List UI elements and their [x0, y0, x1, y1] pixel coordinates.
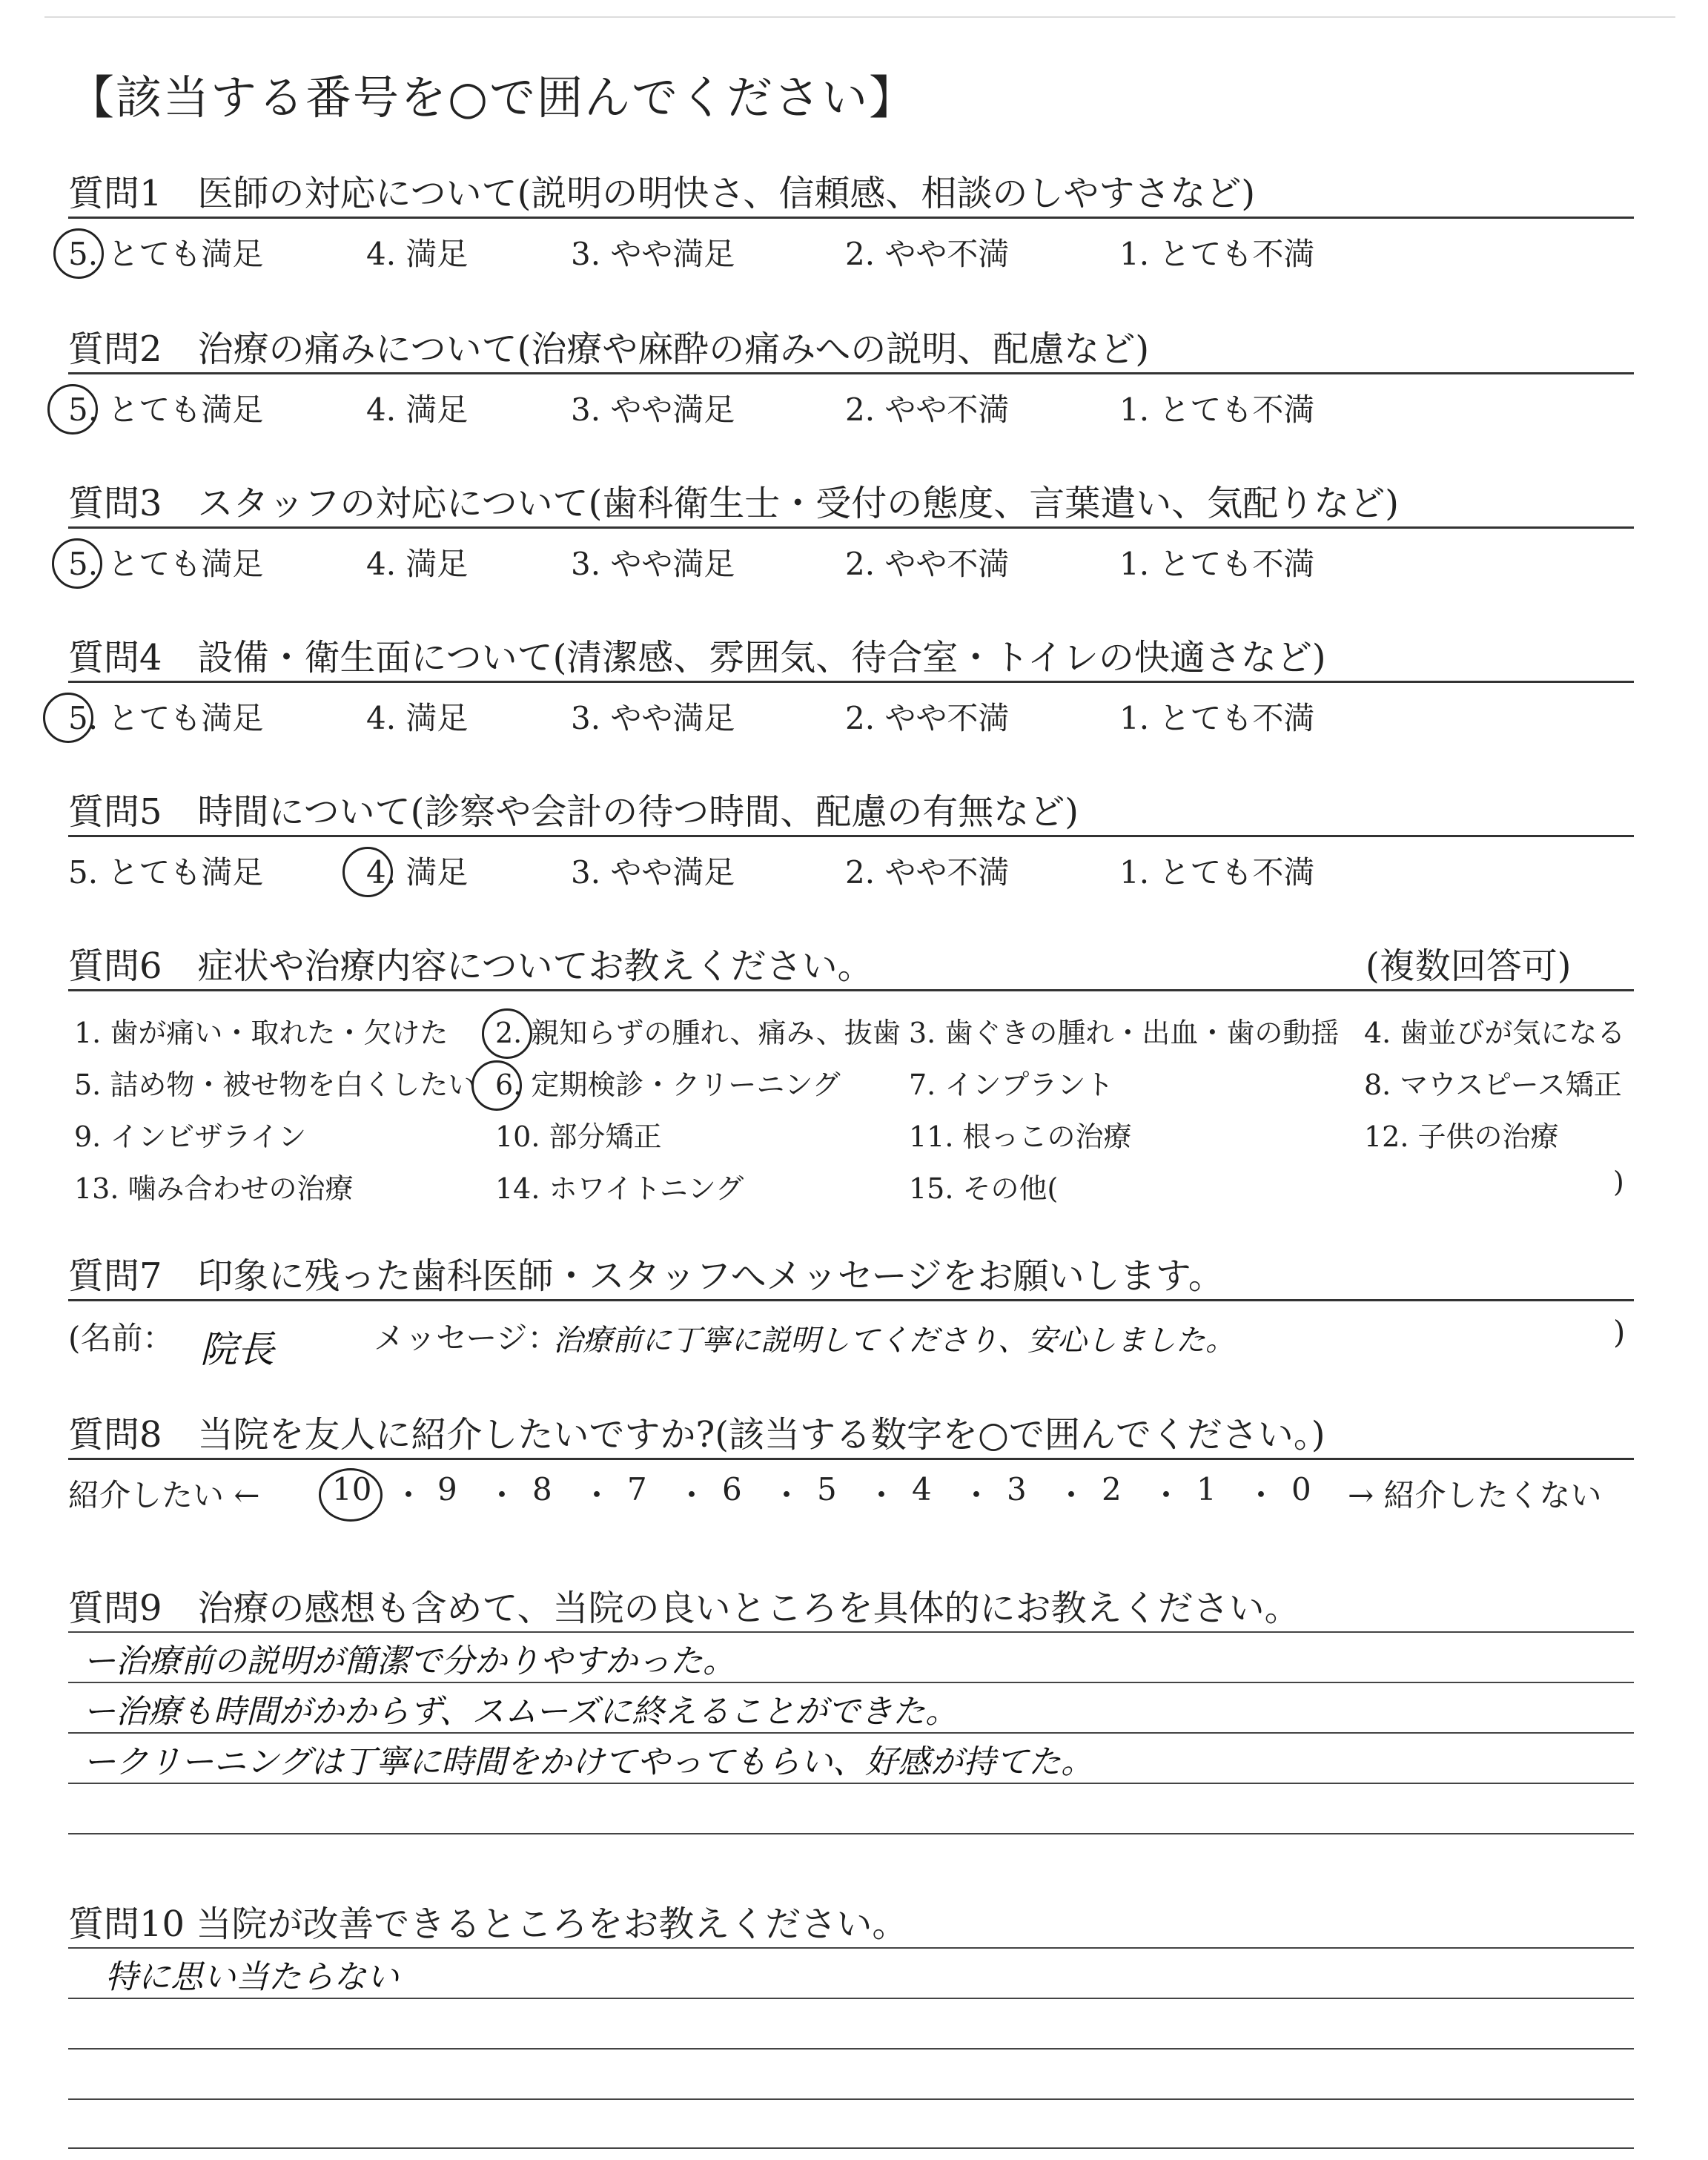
q10-answer[interactable]: 特に思い当たらない	[105, 1958, 399, 1996]
q2-option-2[interactable]: 2. やや不満	[845, 392, 1010, 428]
q9-answer-3[interactable]: ークリーニングは丁寧に時間をかけてやってもらい、好感が持てた。	[83, 1743, 1094, 1781]
q3-option-4[interactable]: 4. 満足	[366, 546, 469, 582]
q8-number-10[interactable]: 10	[332, 1471, 372, 1507]
q3-rule	[68, 526, 1634, 529]
q4-option-5[interactable]: 5. とても満足	[68, 700, 264, 736]
q5-option-1[interactable]: 1. とても不満	[1119, 854, 1315, 891]
q7-message-value[interactable]: 治療前に丁寧に説明してくださり、安心しました。	[553, 1324, 1235, 1358]
q4-label: 質問4 設備・衛生面について(清潔感、雰囲気、待合室・トイレの快適さなど)	[68, 637, 1326, 678]
q9-answer-2[interactable]: ー治療も時間がかからず、スムーズに終えることができた。	[83, 1693, 959, 1731]
q2-rule	[68, 372, 1634, 374]
q3-option-5[interactable]: 5. とても満足	[68, 546, 264, 582]
page-title: 【該当する番号を○で囲んでください】	[68, 70, 917, 125]
q1-selection-circle	[53, 228, 104, 279]
q7-message-label: メッセージ：	[374, 1320, 559, 1356]
q1-option-3[interactable]: 3. やや満足	[571, 236, 735, 272]
q7-name-value[interactable]: 院長	[200, 1328, 274, 1371]
q9-line-1	[68, 1631, 1634, 1633]
q8-sep: ・	[1245, 1477, 1277, 1513]
q6-item-10[interactable]: 10. 部分矯正	[495, 1120, 662, 1153]
q8-number-5[interactable]: 5	[817, 1471, 837, 1507]
q4-option-4[interactable]: 4. 満足	[366, 700, 469, 736]
q10-line-5	[68, 2147, 1634, 2149]
q5-selection-circle	[342, 847, 393, 897]
q1-option-4[interactable]: 4. 満足	[366, 236, 469, 272]
q7-rule	[68, 1299, 1634, 1301]
q1-option-5[interactable]: 5. とても満足	[68, 236, 264, 272]
q1-option-1[interactable]: 1. とても不満	[1119, 236, 1315, 272]
q6-item-4[interactable]: 4. 歯並びが気になる	[1364, 1017, 1626, 1049]
q2-selection-circle	[47, 384, 98, 435]
q8-rule	[68, 1458, 1634, 1460]
q5-label: 質問5 時間について(診察や会計の待つ時間、配慮の有無など)	[68, 791, 1079, 833]
q4-rule	[68, 681, 1634, 683]
q9-line-3	[68, 1732, 1634, 1734]
q2-label: 質問2 治療の痛みについて(治療や麻酔の痛みへの説明、配慮など)	[68, 328, 1150, 370]
q2-option-1[interactable]: 1. とても不満	[1119, 392, 1315, 428]
q8-number-2[interactable]: 2	[1102, 1471, 1122, 1507]
q10-line-3	[68, 2048, 1634, 2050]
q9-answer-1[interactable]: ー治療前の説明が簡潔で分かりやすかった。	[83, 1642, 735, 1680]
q6-item-14[interactable]: 14. ホワイトニング	[495, 1172, 744, 1205]
q5-option-2[interactable]: 2. やや不満	[845, 854, 1010, 891]
q1-rule	[68, 217, 1634, 219]
q2-option-4[interactable]: 4. 満足	[366, 392, 469, 428]
q7-label: 質問7 印象に残った歯科医師・スタッフへメッセージをお願いします。	[68, 1255, 1224, 1297]
q10-line-1	[68, 1947, 1634, 1949]
q6-item-2[interactable]: 2. 親知らずの腫れ、痛み、抜歯	[495, 1017, 901, 1049]
q6-item-1[interactable]: 1. 歯が痛い・取れた・欠けた	[74, 1017, 448, 1049]
q6-item-11[interactable]: 11. 根っこの治療	[909, 1120, 1132, 1153]
q6-item-6[interactable]: 6. 定期検診・クリーニング	[495, 1069, 841, 1101]
q6-item-5[interactable]: 5. 詰め物・被せ物を白くしたい	[74, 1069, 477, 1101]
q3-option-1[interactable]: 1. とても不満	[1119, 546, 1315, 582]
q8-right-label: → 紹介したくない	[1348, 1477, 1602, 1513]
q10-label: 質問10 当院が改善できるところをお教えください。	[68, 1903, 908, 1945]
q8-number-1[interactable]: 1	[1196, 1471, 1217, 1507]
q10-line-4	[68, 2098, 1634, 2100]
q8-left-label: 紹介したい ←	[68, 1477, 260, 1513]
q8-number-9[interactable]: 9	[437, 1471, 457, 1507]
q6-item-8[interactable]: 8. マウスピース矯正	[1364, 1069, 1622, 1101]
scan-edge	[44, 16, 1675, 18]
q9-label: 質問9 治療の感想も含めて、当院の良いところを具体的にお教えください。	[68, 1588, 1300, 1629]
q7-close: )	[1613, 1314, 1626, 1350]
q8-number-6[interactable]: 6	[722, 1471, 742, 1507]
q6-item-13[interactable]: 13. 噛み合わせの治療	[74, 1172, 354, 1205]
q8-number-8[interactable]: 8	[532, 1471, 552, 1507]
q6-label: 質問6 症状や治療内容についてお教えください。	[68, 945, 873, 987]
q6-selection-circle-2	[482, 1008, 532, 1059]
q5-option-3[interactable]: 3. やや満足	[571, 854, 735, 891]
q5-rule	[68, 835, 1634, 837]
q6-item-7[interactable]: 7. インプラント	[909, 1069, 1114, 1101]
q3-label: 質問3 スタッフの対応について(歯科衛生士・受付の態度、言葉遣い、気配りなど)	[68, 483, 1400, 524]
q4-option-3[interactable]: 3. やや満足	[571, 700, 735, 736]
q9-line-2	[68, 1682, 1634, 1683]
q9-line-5	[68, 1833, 1634, 1834]
q5-option-5[interactable]: 5. とても満足	[68, 854, 264, 891]
q8-sep: ・	[866, 1477, 898, 1513]
q8-selection-circle	[319, 1468, 383, 1522]
q6-selection-circle-6	[471, 1060, 522, 1111]
q8-number-3[interactable]: 3	[1007, 1471, 1027, 1507]
q4-selection-circle	[43, 693, 93, 743]
q7-name-label: (名前：	[68, 1320, 174, 1356]
q8-sep: ・	[393, 1477, 425, 1513]
q1-option-2[interactable]: 2. やや不満	[845, 236, 1010, 272]
q6-item-9[interactable]: 9. インビザライン	[74, 1120, 307, 1153]
q6-item-12[interactable]: 12. 子供の治療	[1364, 1120, 1559, 1153]
q8-sep: ・	[486, 1477, 518, 1513]
q8-sep: ・	[771, 1477, 803, 1513]
q6-item-3[interactable]: 3. 歯ぐきの腫れ・出血・歯の動揺	[909, 1017, 1340, 1049]
q4-option-1[interactable]: 1. とても不満	[1119, 700, 1315, 736]
q8-sep: ・	[1151, 1477, 1182, 1513]
q6-item-15[interactable]: 15. その他(	[909, 1172, 1059, 1205]
q1-label: 質問1 医師の対応について(説明の明快さ、信頼感、相談のしやすさなど)	[68, 173, 1256, 214]
q8-number-4[interactable]: 4	[912, 1471, 932, 1507]
q3-option-2[interactable]: 2. やや不満	[845, 546, 1010, 582]
q5-option-4[interactable]: 4. 満足	[366, 854, 469, 891]
q8-number-7[interactable]: 7	[627, 1471, 647, 1507]
q8-sep: ・	[1056, 1477, 1088, 1513]
q8-sep: ・	[676, 1477, 708, 1513]
q10-line-2	[68, 1998, 1634, 1999]
q6-item-15-close: )	[1613, 1166, 1624, 1198]
q8-sep: ・	[961, 1477, 993, 1513]
q8-label: 質問8 当院を友人に紹介したいですか?(該当する数字を○で囲んでください。)	[68, 1414, 1325, 1456]
q9-line-4	[68, 1783, 1634, 1784]
q3-option-3[interactable]: 3. やや満足	[571, 546, 735, 582]
q8-number-0[interactable]: 0	[1291, 1471, 1311, 1507]
q8-sep: ・	[581, 1477, 613, 1513]
q6-note: (複数回答可)	[1366, 945, 1572, 987]
q2-option-5[interactable]: 5. とても満足	[68, 392, 264, 428]
q2-option-3[interactable]: 3. やや満足	[571, 392, 735, 428]
q4-option-2[interactable]: 2. やや不満	[845, 700, 1010, 736]
q6-rule	[68, 989, 1634, 991]
q3-selection-circle	[52, 538, 102, 589]
